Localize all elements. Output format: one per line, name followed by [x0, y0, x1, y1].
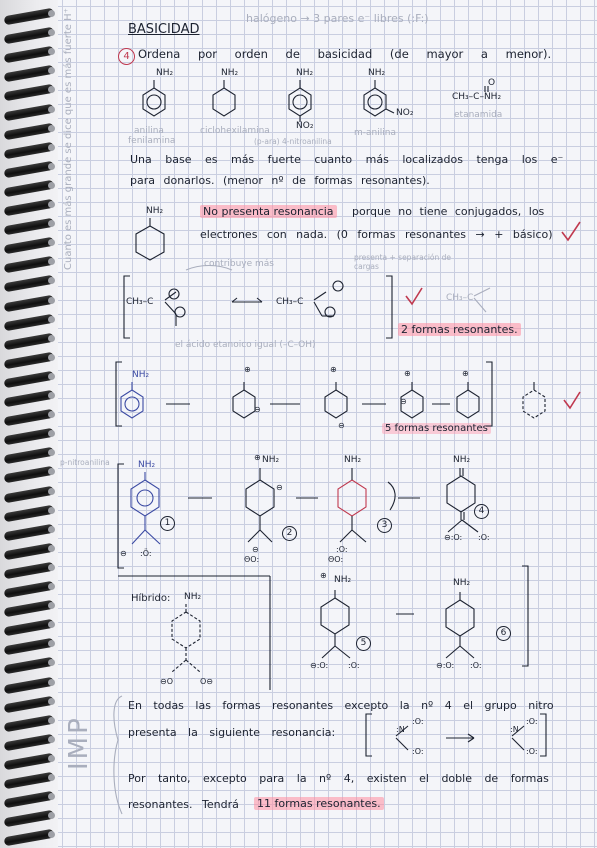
nitro-f2-group: NH₂ [262, 455, 280, 465]
mol5-formula: CH₃–C–NH₂ [452, 92, 502, 102]
svg-text:⊖: ⊖ [120, 549, 127, 558]
m-nitroaniline-structure [364, 80, 394, 116]
p-nitroaniline-structure [289, 80, 311, 122]
conclusion-line-4: resonantes. Tendrá [128, 798, 239, 811]
hybrid-label: Híbrido: [131, 593, 171, 604]
amide-mid: CH₃–C [276, 297, 304, 307]
cyclohexyl-group: NH₂ [146, 206, 164, 216]
form-3-number: 3 [377, 518, 392, 533]
form-5-number: 5 [356, 636, 371, 651]
svg-text:⊕: ⊕ [320, 571, 327, 580]
ethanamide-structure [485, 86, 488, 92]
svg-text::O:: :O: [412, 717, 424, 726]
aniline-form-2 [233, 382, 255, 418]
rule-line-2: para donarlos. (menor nº de formas resonantes). [130, 174, 430, 187]
mol2-group: NH₂ [221, 68, 239, 78]
nitro-form-4 [447, 468, 478, 532]
svg-text:⊕: ⊕ [254, 453, 261, 462]
svg-text::N: :N [396, 725, 405, 734]
cyclohexyl-text: porque no tiene conjugados, los [352, 205, 545, 218]
nitro-f4-group: NH₂ [453, 455, 471, 465]
cyclohexyl-text-2: electrones con nada. (0 formas resonantes → + básico) [200, 228, 553, 241]
svg-text:⊖: ⊖ [400, 397, 407, 406]
svg-text::Ö:: :Ö: [140, 549, 152, 558]
svg-text:ΘO:: ΘO: [328, 555, 344, 564]
svg-text:⊖:O:: ⊖:O: [436, 661, 455, 670]
nitro-form-5 [321, 590, 350, 658]
side-note: Cuanto es más grande se dice que es más fuerte H⁺ [63, 8, 74, 270]
nitro-f3-group: NH₂ [344, 455, 362, 465]
amide-annotation-2: presenta + separación de cargas [354, 253, 452, 271]
svg-text:⊖: ⊖ [252, 545, 259, 554]
amide-right: CH₃–C [446, 293, 474, 303]
svg-text:⊖: ⊖ [276, 483, 283, 492]
form-2-number: 2 [282, 526, 297, 541]
mol3-group: NH₂ [296, 68, 314, 78]
svg-text:⊖:O:: ⊖:O: [444, 533, 463, 542]
aniline-group: NH₂ [132, 370, 150, 380]
imp-margin-note: IMP [64, 715, 94, 770]
nitro-form-2 [246, 468, 274, 542]
svg-text::O:: :O: [526, 747, 538, 756]
aniline-form-3 [325, 382, 347, 418]
svg-text:⊕: ⊕ [404, 369, 411, 378]
header-note: halógeno → 3 pares e⁻ libres (:F:) [246, 12, 429, 25]
no-resonance-highlight: No presenta resonancia [200, 205, 337, 218]
nitro-form-1 [131, 472, 160, 544]
mol5-carbonyl: O [488, 78, 496, 88]
nitro-form-6 [446, 592, 474, 658]
svg-text:⊖: ⊖ [254, 405, 261, 414]
question-number: 4 [118, 48, 135, 65]
nitro-form-3-bonds [340, 468, 395, 542]
amide-annotation: contribuye más [204, 259, 275, 269]
mol4-nitro: NO₂ [396, 108, 414, 118]
hybrid-group: NH₂ [184, 592, 202, 602]
mol1-group: NH₂ [156, 68, 174, 78]
form-1-number: 1 [160, 516, 175, 531]
mol4-name: m-anilina [354, 128, 396, 138]
svg-text:⊖O: ⊖O [160, 677, 173, 686]
hybrid-structure [172, 604, 200, 672]
form-6-number: 6 [496, 626, 511, 641]
svg-text::O:: :O: [348, 661, 360, 670]
cyclohexylamine-structure [213, 80, 235, 116]
aniline-hybrid [523, 382, 545, 418]
page-title: BASICIDAD [128, 22, 200, 37]
amide-result: 2 formas resonantes. [398, 323, 521, 336]
nitro-f6-group: NH₂ [453, 578, 471, 588]
conclusion-line-1: En todas las formas resonantes excepto la nº 4 el grupo nitro [128, 699, 554, 712]
cyclohexylamine-large [136, 218, 164, 260]
mol2-name: ciclohexilamina [200, 126, 270, 136]
amide-left: CH₃–C [126, 297, 154, 307]
mol1-name: anilina [134, 126, 164, 136]
mol5-name: etanamida [454, 110, 503, 120]
aniline-structure [143, 80, 165, 116]
svg-text::O:: :O: [412, 747, 424, 756]
nitro-label: p-nitroanilina [60, 458, 110, 467]
aniline-form-5 [457, 382, 479, 418]
svg-text:⊕: ⊕ [462, 369, 469, 378]
rule-line-1: Una base es más fuerte cuanto más localizados tenga los e⁻ [130, 153, 564, 166]
svg-text::N: :N [510, 725, 519, 734]
form-4-number: 4 [474, 504, 489, 519]
aniline-form-1 [121, 382, 143, 418]
eleven-forms-highlight: 11 formas resonantes. [254, 797, 384, 810]
mol3-nitro: NO₂ [296, 121, 314, 131]
svg-text::O:: :O: [470, 661, 482, 670]
nitro-f5-group: NH₂ [334, 575, 352, 585]
svg-text::O:: :O: [336, 545, 348, 554]
svg-text:ΘO:: ΘO: [244, 555, 260, 564]
amide-note: el ácido etanoico igual (–C–OH) [175, 340, 316, 350]
svg-text:⊕: ⊕ [330, 365, 337, 374]
nitro-f1-group: NH₂ [138, 460, 156, 470]
mol2-alt: (p-ara) 4-nitroanilina [254, 137, 332, 146]
aniline-result: 5 formas resonantes [382, 423, 491, 434]
mol4-group: NH₂ [368, 68, 386, 78]
conclusion-line-2: presenta la siguiente resonancia: [128, 726, 336, 739]
svg-text::O:: :O: [478, 533, 490, 542]
svg-text:⊖: ⊖ [338, 421, 345, 430]
svg-text::O:: :O: [526, 717, 538, 726]
svg-text:⊖:O:: ⊖:O: [310, 661, 329, 670]
question-text: Ordena por orden de basicidad (de mayor a menor). [138, 47, 552, 61]
svg-text:O⊖: O⊖ [200, 677, 213, 686]
conclusion-line-3: Por tanto, excepto para la nº 4, existen el doble de formas [128, 772, 549, 785]
svg-text:⊕: ⊕ [244, 365, 251, 374]
nitro-form-3 [338, 480, 366, 516]
mol1-alt: fenilamina [128, 136, 176, 146]
